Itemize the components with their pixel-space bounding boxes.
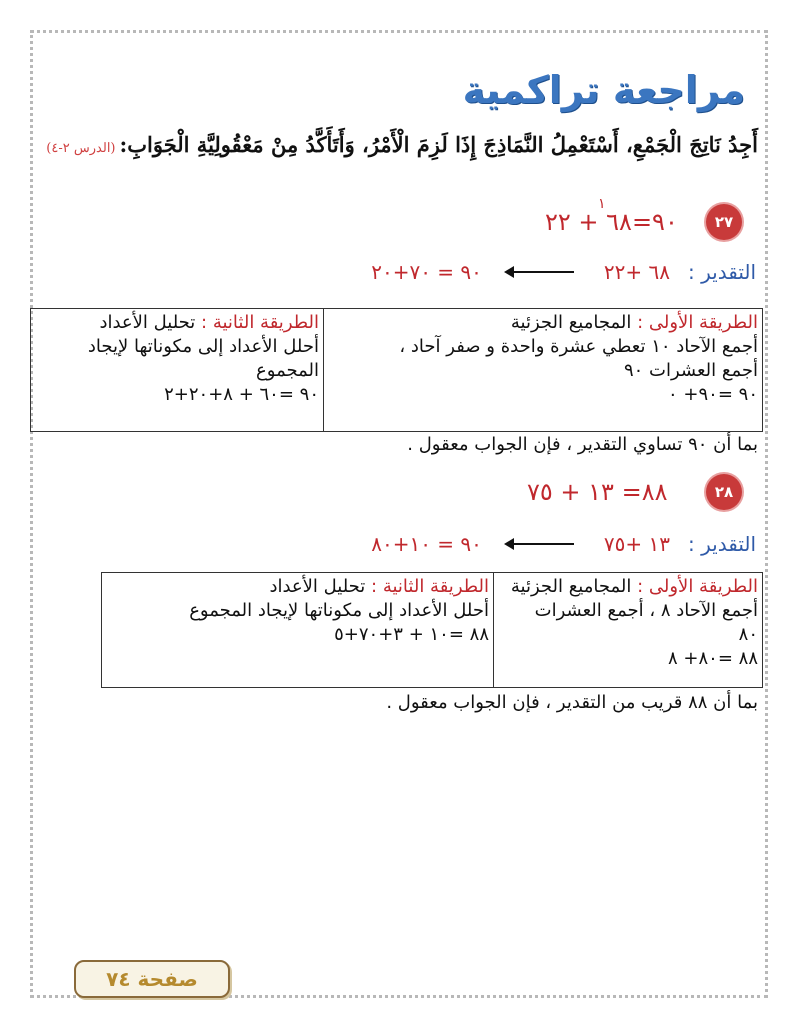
method-one-line: ٨٨ =٨٠+ ٨ (668, 648, 758, 669)
method-one-line: ٩٠ =٩٠+ ٠ (668, 384, 758, 405)
estimate-left: ١٣ +٧٥ (603, 532, 670, 556)
method-two-name: تحليل الأعداد (269, 576, 366, 597)
carry-digit: ١ (598, 196, 606, 212)
arrow-left-icon (512, 543, 574, 545)
estimate-label: التقدير : (688, 260, 756, 284)
problem-expression: ٩٠=٦٨ + ٢٢ (545, 208, 678, 236)
page-number-tab: صفحة ٧٤ (74, 960, 230, 998)
instruction-text (38, 132, 758, 157)
method-two-title: الطريقة الثانية : (201, 312, 319, 333)
method-two-cell (102, 573, 494, 688)
lesson-reference: (الدرس ٢-٤) (46, 141, 116, 156)
conclusion-text: بما أن ٨٨ قريب من التقدير ، فإن الجواب معقول . (386, 692, 758, 713)
estimate-row (371, 260, 756, 284)
method-two-name: تحليل الأعداد (99, 312, 196, 333)
method-one-title: الطريقة الأولى : (637, 312, 758, 333)
method-one-line: أجمع العشرات ٩٠ (623, 360, 758, 381)
method-two-line: المجموع (256, 360, 319, 381)
estimate-right: ٩٠ = ١٠+٨٠ (371, 532, 482, 556)
instruction-main: أَجِدُ نَاتِجَ الْجَمْعِ، أَسْتَعْمِلُ النَّمَاذِجَ إِذَا لَزِمَ الْأَمْرُ، وَأَتَأَكَّدُ مِنْ مَعْقُولِيَّةِ الْجَوَابِ: (119, 132, 758, 157)
methods-table (101, 572, 763, 688)
arrow-left-icon (512, 271, 574, 273)
method-two-cell (31, 309, 324, 432)
page-border (30, 30, 768, 998)
method-one-line: أجمع الآحاد ١٠ تعطي عشرة واحدة و صفر آحاد ، (399, 336, 758, 357)
estimate-row (371, 532, 756, 556)
page-title: مراجعة تراكمية (462, 68, 745, 112)
method-one-cell (494, 573, 763, 688)
method-two-line: أحلل الأعداد إلى مكوناتها لإيجاد المجموع (189, 600, 489, 621)
method-two-title: الطريقة الثانية : (371, 576, 489, 597)
method-two-line: ٩٠ =٦٠ + ٨+٢٠+٢ (164, 384, 319, 405)
methods-table (30, 308, 763, 432)
method-two-line: ٨٨ =١٠ + ٣+٧٠+٥ (334, 624, 489, 645)
problem-expression: ٨٨= ١٣ + ٧٥ (527, 478, 668, 506)
problem-number-badge: ٢٨ (706, 474, 742, 510)
estimate-right: ٩٠ = ٧٠+٢٠ (371, 260, 482, 284)
method-two-line: أحلل الأعداد إلى مكوناتها لإيجاد (87, 336, 319, 357)
method-one-line: أجمع الآحاد ٨ ، أجمع العشرات (534, 600, 758, 621)
method-one-line: ٨٠ (738, 624, 758, 645)
estimate-left: ٦٨ +٢٢ (603, 260, 670, 284)
conclusion-text: بما أن ٩٠ تساوي التقدير ، فإن الجواب معقول . (407, 434, 758, 455)
problem-number-badge: ٢٧ (706, 204, 742, 240)
method-one-name: المجاميع الجزئية (510, 576, 632, 597)
method-one-cell (324, 309, 763, 432)
method-one-name: المجاميع الجزئية (510, 312, 632, 333)
estimate-label: التقدير : (688, 532, 756, 556)
method-one-title: الطريقة الأولى : (637, 576, 758, 597)
